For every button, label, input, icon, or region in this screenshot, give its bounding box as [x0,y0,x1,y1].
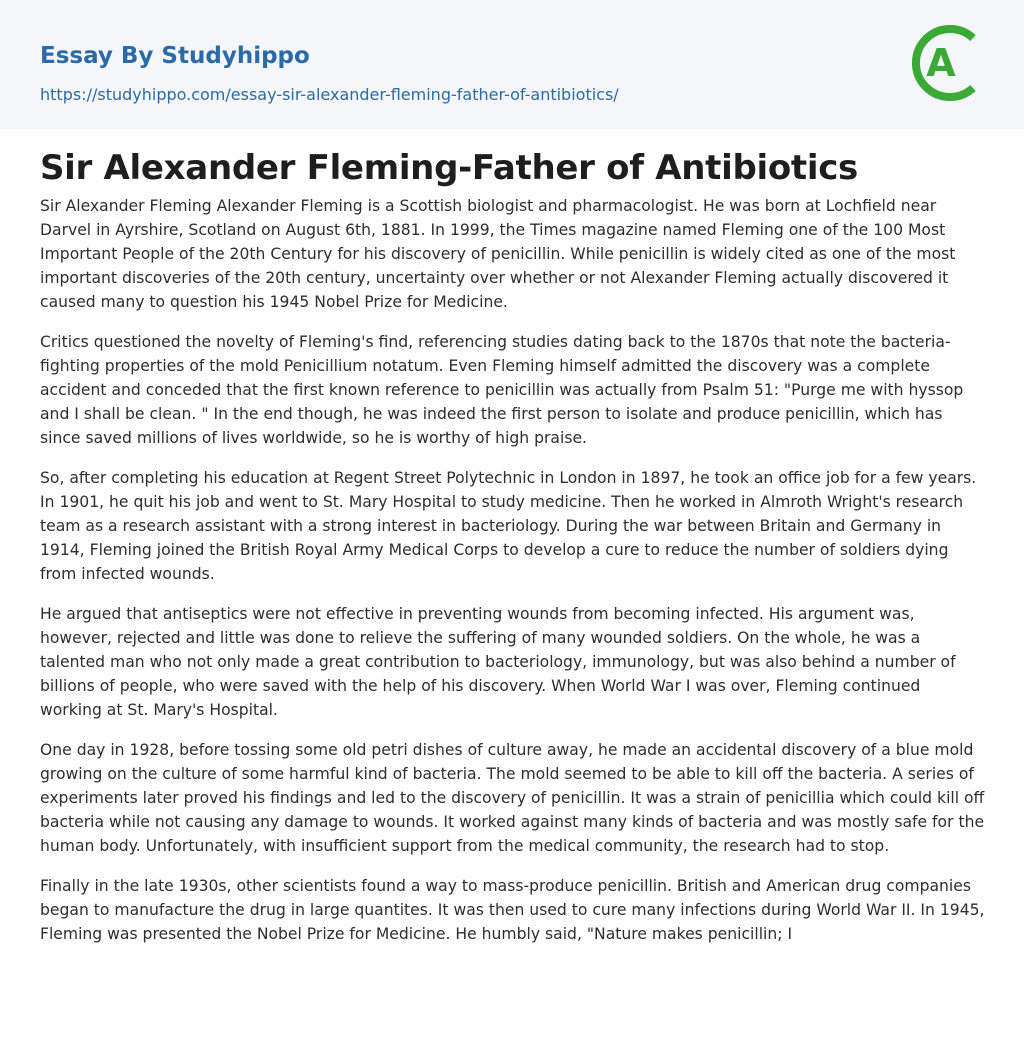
essay-paragraph: So, after completing his education at Regent Street Polytechnic in London in 1897, he took an office job for a few years. In 1901, he quit his job and went to St. Mary Hospital to study medicine. Then he worked in Almroth Wright's research team as a research assistant with a strong interest in bacteriology. During the war between Britain and Germany in 1914, Fleming joined the British Royal Army Medical Corps to develop a cure to reduce the number of soldiers dying from infected wounds. [40,469,977,583]
essay-url-link[interactable]: https://studyhippo.com/essay-sir-alexander-fleming-father-of-antibiotics/ [40,85,619,104]
essay-paragraph: He argued that antiseptics were not effective in preventing wounds from becoming infected. His argument was, however, rejected and little was done to relieve the suffering of many wounded soldiers. On the whole, he was a talented man who not only made a great contribution to bacteriology, immunology, but was also behind a number of billions of people, who were saved with the help of his discovery. When World War I was over, Fleming continued working at St. Mary's Hospital. [40,605,956,719]
logo-letter: A [926,41,956,85]
page-title: Sir Alexander Fleming-Father of Antibiotics [40,148,858,188]
site-title-link[interactable]: Essay By Studyhippo [40,43,310,69]
studyhippo-logo-icon[interactable] [911,20,987,106]
essay-paragraph: Critics questioned the novelty of Fleming's find, referencing studies dating back to the 1870s that note the bacteria-fighting properties of the mold Penicillium notatum. Even Fleming himself admitted the discovery was a complete accident and conceded that the first known reference to penicillin was actually from Psalm 51: "Purge me with hyssop and I shall be clean. " In the end though, he was indeed the first person to isolate and produce penicillin, which has since saved millions of lives worldwide, so he is worthy of high praise. [40,333,964,447]
essay-paragraph: Finally in the late 1930s, other scientists found a way to mass-produce penicillin. British and American drug companies began to manufacture the drug in large quantites. It was then used to cure many infections during World War II. In 1945, Fleming was presented the Nobel Prize for Medicine. He humbly said, "Nature makes penicillin; I [40,877,985,943]
essay-body [40,194,986,962]
essay-paragraph: Sir Alexander Fleming Alexander Fleming is a Scottish biologist and pharmacologist. He was born at Lochfield near Darvel in Ayrshire, Scotland on August 6th, 1881. In 1999, the Times magazine named Fleming one of the 100 Most Important People of the 20th Century for his discovery of penicillin. While penicillin is widely cited as one of the most important discoveries of the 20th century, uncertainty over whether or not Alexander Fleming actually discovered it caused many to question his 1945 Nobel Prize for Medicine. [40,197,956,311]
essay-paragraph: One day in 1928, before tossing some old petri dishes of culture away, he made an accidental discovery of a blue mold growing on the culture of some harmful kind of bacteria. The mold seemed to be able to kill off the bacteria. A series of experiments later proved his findings and led to the discovery of penicillin. It was a strain of penicillia which could kill off bacteria while not causing any damage to wounds. It worked against many kinds of bacteria and was mostly safe for the human body. Unfortunately, with insufficient support from the medical community, the research had to stop. [40,741,985,855]
site-header [0,0,1024,129]
